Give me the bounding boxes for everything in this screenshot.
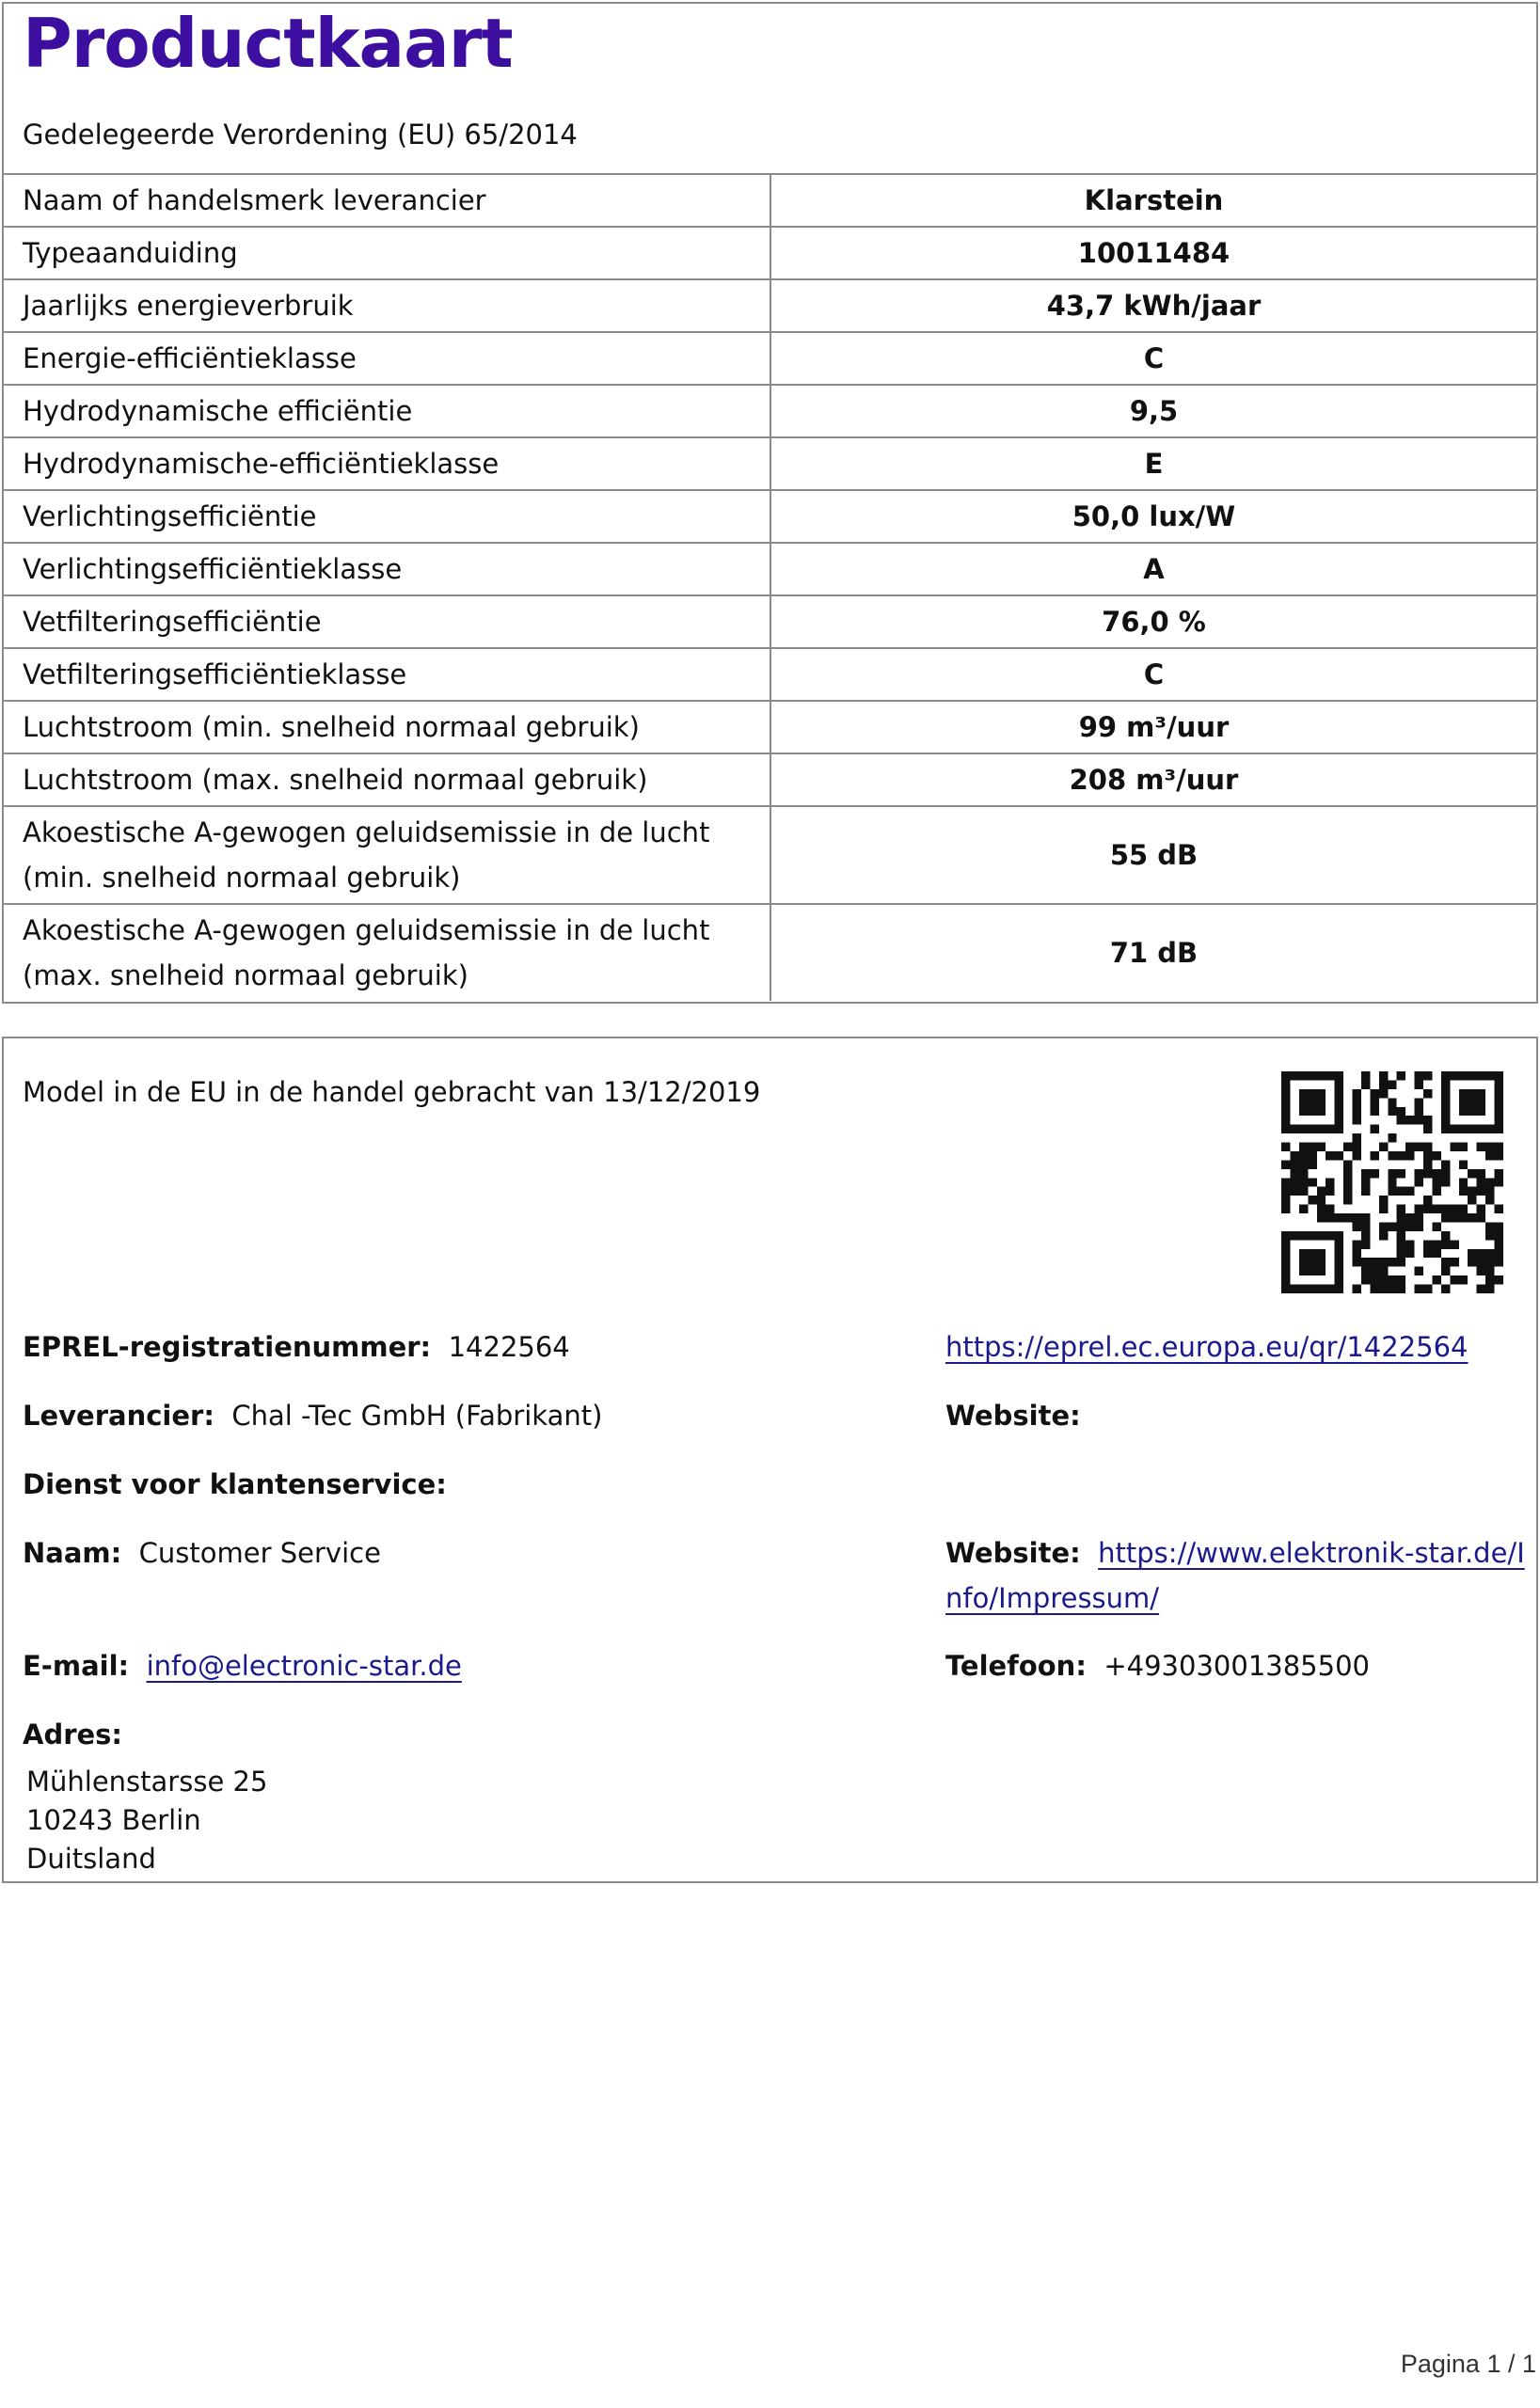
email-link[interactable]: info@electronic-star.de (146, 1650, 462, 1682)
spec-row (4, 752, 1536, 805)
spec-label: Akoestische A-gewogen geluidsemissie in de lucht (max. snelheid normaal gebruik) (4, 905, 771, 1001)
spec-value: 43,7 kWh/jaar (1046, 290, 1262, 322)
page-number: Pagina 1 / 1 (1400, 2350, 1536, 2378)
spec-label: Typeaanduiding (4, 228, 771, 278)
spec-value: 10011484 (1077, 237, 1230, 269)
phone-label: Telefoon: (945, 1650, 1087, 1682)
spec-row (4, 805, 1536, 903)
eprel-link[interactable]: https://eprel.ec.europa.eu/qr/1422564 (945, 1331, 1469, 1363)
spec-row (4, 173, 1536, 226)
spec-row (4, 436, 1536, 489)
cs-name-row (23, 1530, 381, 1576)
cs-name-label: Naam: (23, 1537, 122, 1569)
supplier-website-label: Website: (945, 1400, 1081, 1432)
page-title: Productkaart (23, 4, 513, 83)
spec-value: A (1143, 553, 1165, 585)
address-label: Adres: (23, 1719, 123, 1751)
supplier-name: Chal -Tec GmbH (Fabrikant) (231, 1400, 603, 1432)
eprel-row (23, 1324, 570, 1370)
registration-info-section (2, 1037, 1538, 1883)
spec-label: Energie-efficiëntieklasse (4, 333, 771, 384)
spec-label: Naam of handelsmerk leverancier (4, 175, 771, 226)
address-block (26, 1763, 267, 1878)
model-market-date: Model in de EU in de handel gebracht van 13/12/2019 (23, 1076, 761, 1108)
spec-row (4, 542, 1536, 594)
cs-website-link-cont[interactable]: nfo/Impressum/ (945, 1582, 1160, 1614)
spec-label: Vetfilteringsefficiëntieklasse (4, 649, 771, 700)
spec-row (4, 594, 1536, 647)
spec-value: E (1144, 448, 1164, 480)
spec-label: Verlichtingsefficiëntie (4, 491, 771, 542)
spec-label: Hydrodynamische efficiëntie (4, 386, 771, 436)
spec-value: Klarstein (1084, 184, 1224, 216)
cs-website-row (945, 1530, 1525, 1621)
spec-value: 99 m³/uur (1078, 711, 1230, 743)
spec-row (4, 384, 1536, 436)
spec-label: Hydrodynamische-efficiëntieklasse (4, 438, 771, 489)
supplier-label: Leverancier: (23, 1400, 214, 1432)
spec-label: Luchtstroom (max. snelheid normaal gebruik) (4, 754, 771, 805)
phone-value: +49303001385500 (1103, 1650, 1370, 1682)
spec-label: Luchtstroom (min. snelheid normaal gebruik) (4, 702, 771, 752)
spec-label: Verlichtingsefficiëntieklasse (4, 544, 771, 594)
spec-row (4, 226, 1536, 278)
address-line: 10243 Berlin (26, 1804, 201, 1836)
eprel-link-wrap (945, 1324, 1469, 1370)
cs-name-value: Customer Service (138, 1537, 381, 1569)
cs-website-label: Website: (945, 1537, 1081, 1569)
spec-value: 76,0 % (1102, 606, 1206, 638)
spec-row (4, 647, 1536, 700)
spec-row (4, 278, 1536, 331)
spec-value: 208 m³/uur (1069, 764, 1239, 796)
customer-service-heading: Dienst voor klantenservice: (23, 1468, 447, 1500)
spec-value: 50,0 lux/W (1072, 500, 1236, 532)
spec-label: Jaarlijks energieverbruik (4, 280, 771, 331)
spec-value: C (1143, 658, 1165, 690)
supplier-row (23, 1393, 602, 1438)
address-line: Duitsland (26, 1843, 156, 1875)
address-line: Mühlenstarsse 25 (26, 1766, 268, 1798)
spec-table (4, 173, 1536, 1001)
spec-row (4, 700, 1536, 752)
spec-value: C (1143, 342, 1165, 374)
product-card-section (2, 2, 1538, 1004)
spec-label: Akoestische A-gewogen geluidsemissie in de lucht (min. snelheid normaal gebruik) (4, 807, 771, 903)
eprel-number: 1422564 (448, 1331, 570, 1363)
spec-row (4, 489, 1536, 542)
email-label: E-mail: (23, 1650, 130, 1682)
cs-website-link[interactable]: https://www.elektronik-star.de/I (1098, 1537, 1525, 1569)
spec-row (4, 903, 1536, 1001)
qr-code-icon[interactable] (1281, 1071, 1503, 1293)
email-row (23, 1643, 462, 1688)
spec-value: 9,5 (1129, 395, 1179, 427)
spec-value: 71 dB (1109, 937, 1199, 969)
spec-label: Vetfilteringsefficiëntie (4, 596, 771, 647)
regulation-subtitle: Gedelegeerde Verordening (EU) 65/2014 (23, 119, 578, 150)
spec-value: 55 dB (1109, 839, 1199, 871)
spec-row (4, 331, 1536, 384)
phone-row (945, 1643, 1370, 1688)
eprel-label: EPREL-registratienummer: (23, 1331, 432, 1363)
